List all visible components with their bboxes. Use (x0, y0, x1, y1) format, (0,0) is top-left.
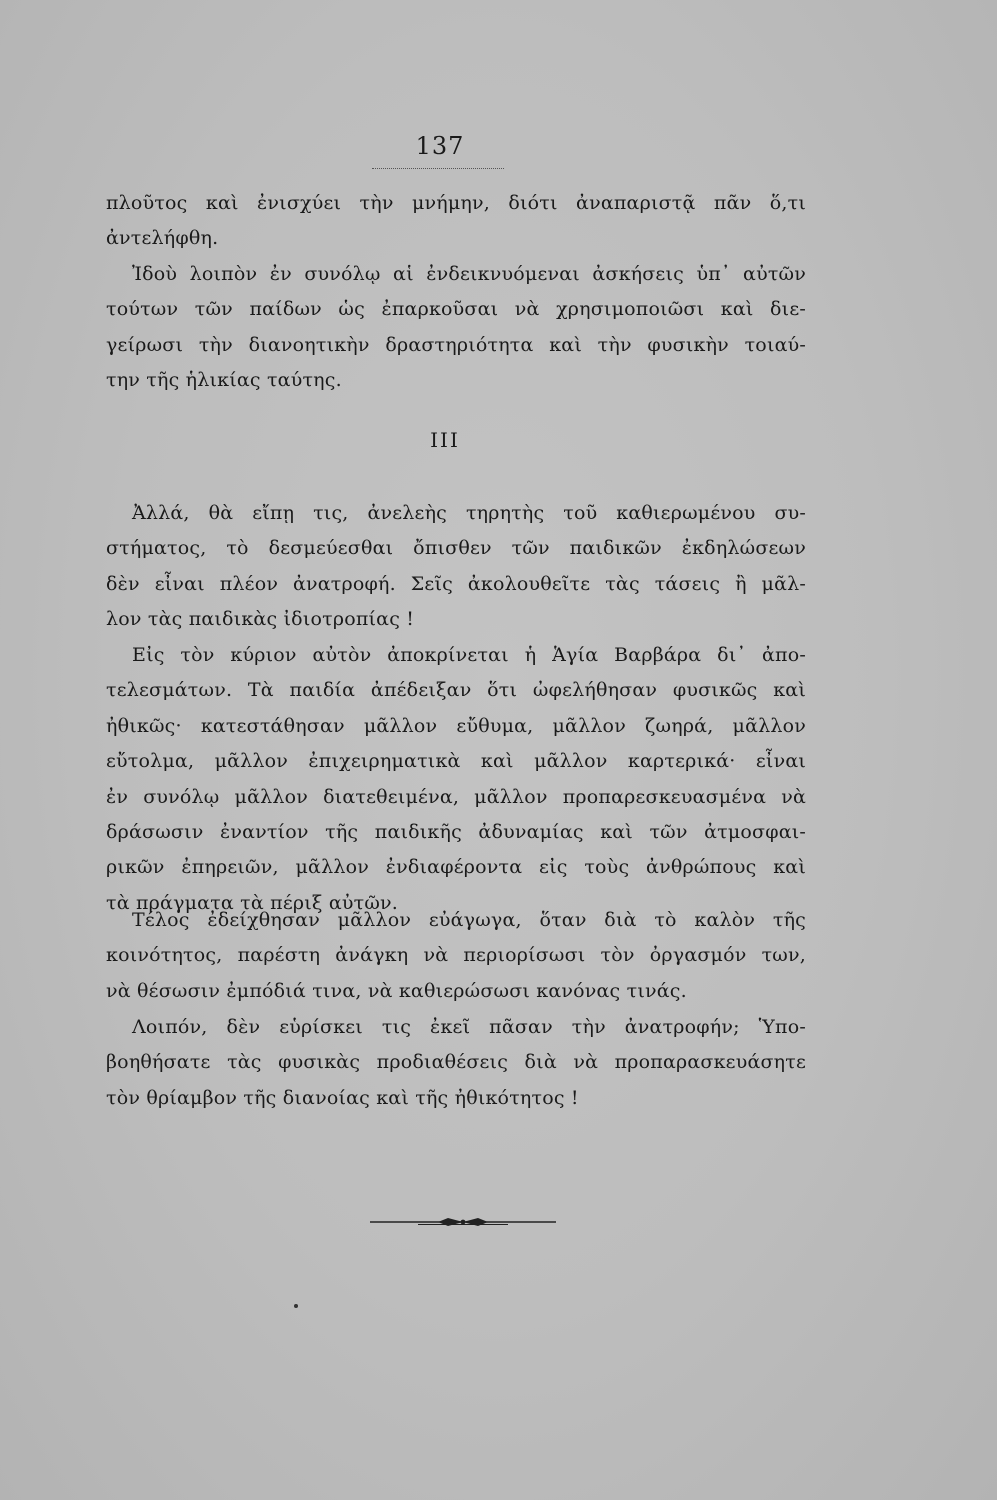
text-line: Τέλος ἐδείχθησαν μᾶλλον εὐάγωγα, ὅταν διὰ τὸ καλὸν τῆς (132, 909, 806, 931)
page-number: 137 (415, 132, 465, 160)
text-line: κοινότητος, παρέστη ἀνάγκη νὰ περιορίσωσι τὸν ὀργασμόν των, (106, 944, 806, 967)
text-line: γείρωσι τὴν διανοητικὴν δραστηριότητα καὶ τὴν φυσικὴν τοιαύ- (106, 333, 806, 356)
text-line: τὸν θρίαμβον τῆς διανοίας καὶ τῆς ἠθικότητος ! (106, 1086, 579, 1109)
text-line: Εἰς τὸν κύριον αὐτὸν ἀποκρίνεται ἡ Ἁγία Βαρβάρα δι᾽ ἀπο- (132, 644, 806, 666)
text-line: ἠθικῶς· κατεστάθησαν μᾶλλον εὔθυμα, μᾶλλον ζωηρά, μᾶλλον (106, 714, 806, 737)
text-line: εὔτολμα, μᾶλλον ἐπιχειρηματικὰ καὶ μᾶλλον καρτερικά· εἶναι (106, 750, 806, 773)
text-line: τὰ πράγματα τὰ πέριξ αὐτῶν. (106, 891, 398, 914)
text-line: τελεσμάτων. Τὰ παιδία ἀπέδειξαν ὅτι ὠφελήθησαν φυσικῶς καὶ (106, 679, 806, 702)
ornament-divider-icon (368, 1212, 558, 1232)
text-line: δὲν εἶναι πλέον ἀνατροφή. Σεῖς ἀκολουθεῖτε τὰς τάσεις ἢ μᾶλ- (106, 572, 806, 595)
text-line: τούτων τῶν παίδων ὡς ἐπαρκοῦσαι νὰ χρησιμοποιῶσι καὶ διε- (106, 298, 806, 321)
paragraph-conclusion (106, 1010, 806, 1116)
text-line: βοηθήσατε τὰς φυσικὰς προδιαθέσεις διὰ νὰ προπαρασκευάσητε (106, 1051, 806, 1074)
text-line: δράσωσιν ἐναντίον τῆς παιδικῆς ἀδυναμίας καὶ τῶν ἀτμοσφαι- (106, 821, 806, 844)
text-line: στήματος, τὸ δεσμεύεσθαι ὄπισθεν τῶν παιδικῶν ἐκδηλώσεων (106, 537, 806, 560)
text-line: την τῆς ἡλικίας ταύτης. (106, 369, 342, 392)
text-line: Ἰδοὺ λοιπὸν ἐν συνόλῳ αἱ ἐνδεικνυόμεναι ἀσκήσεις ὑπ᾽ αὐτῶν (132, 263, 806, 285)
paragraph-finally (106, 903, 806, 1009)
paragraph-objection (106, 496, 806, 638)
text-line: λον τὰς παιδικὰς ἰδιοτροπίας ! (106, 608, 415, 631)
text-line: νὰ θέσωσιν ἐμπόδιά τινα, νὰ καθιερώσωσι κανόνας τινάς. (106, 979, 687, 1002)
paragraph-exercises (106, 257, 806, 399)
text-line: Λοιπόν, δὲν εὑρίσκει τις ἐκεῖ πᾶσαν τὴν ἀνατροφήν; Ὑπο- (132, 1016, 806, 1038)
text-line: ἐν συνόλῳ μᾶλλον διατεθειμένα, μᾶλλον προπαρεσκευασμένα νὰ (106, 785, 806, 808)
page-number-rule (372, 168, 504, 169)
paragraph-answer (106, 638, 806, 921)
ink-speck (294, 1304, 298, 1308)
paragraph-continuation (106, 186, 806, 257)
text-line: ἀντελήφθη. (106, 227, 219, 250)
section-heading: III (430, 428, 460, 452)
text-line: Ἀλλά, θὰ εἴπῃ τις, ἀνελεὴς τηρητὴς τοῦ καθιερωμένου συ- (132, 502, 806, 524)
text-line: πλοῦτος καὶ ἐνισχύει τὴν μνήμην, διότι ἀναπαριστᾷ πᾶν ὅ,τι (106, 192, 806, 214)
text-line: ρικῶν ἐπηρειῶν, μᾶλλον ἐνδιαφέροντα εἰς τοὺς ἀνθρώπους καὶ (106, 856, 806, 879)
